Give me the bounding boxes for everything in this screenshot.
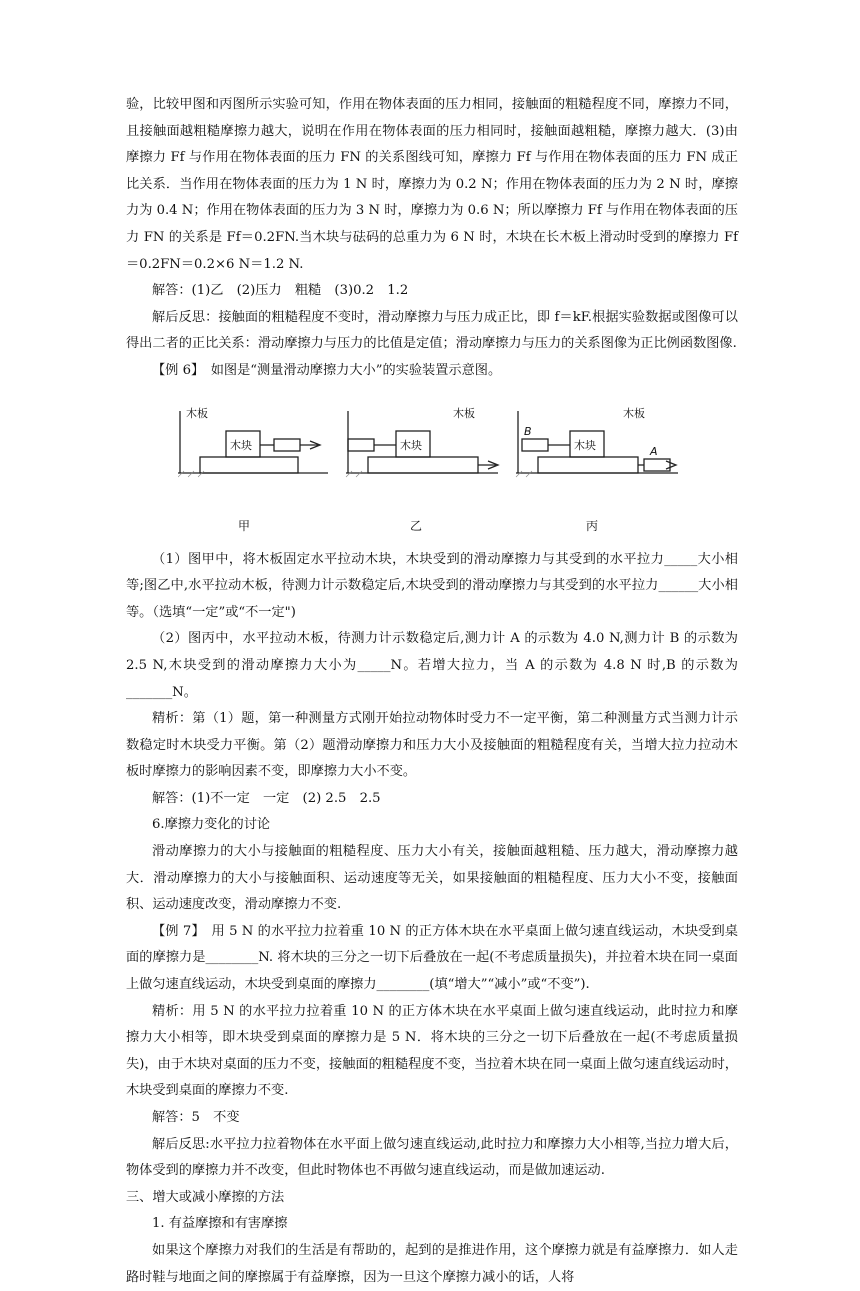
subsection-heading: 1. 有益摩擦和有害摩擦 (152, 1216, 288, 1232)
experiment-figure (126, 401, 738, 513)
paragraph: 滑动摩擦力的大小与接触面的粗糙程度、压力大小有关，接触面越粗糙、压力越大，滑动摩擦力越大．滑动摩擦力的大小与接触面积、运动速度等无关，如果接触面的粗糙程度、压力大小不变，接触面积、运动速度改变，滑动摩擦力不变. (126, 844, 738, 913)
answer: 解答：(1)乙 (2)压力 粗糙 (3)0.2 1.2 (152, 283, 409, 299)
label-b: B (524, 424, 532, 438)
answer: 解答：5 不变 (152, 1110, 240, 1125)
reflection: 解后反思：接触面的粗糙程度不变时，滑动摩擦力与压力成正比，即 f＝kF.根据实验数据或图像可以得出二者的正比关系：滑动摩擦力与压力的比值是定值；滑动摩擦力与压力的关系图像为正比例函数图像. (126, 309, 738, 352)
label-a: A (650, 444, 658, 458)
paragraph: 验，比较甲图和丙图所示实验可知，作用在物体表面的压力相同，接触面的粗糙程度不同，摩擦力不同，且接触面越粗糙摩擦力越大，说明在作用在物体表面的压力相同时，接触面越粗糙，摩擦力越大．(3)由摩擦力 Ff 与作用在物体表面的压力 FN 的关系图线可知，摩擦力 Ff 与作用在物体表面的压力 FN 成正比关系．当作用在物体表面的压力为 1 N 时，摩擦力为 0.2 N；作用在物体表面的压力为 2 N 时，摩擦力为 0.4 N；作用在物体表面的压力为 3 N 时，摩擦力为 0.6 N；所以摩擦力 Ff 与作用在物体表面的压力 FN 的关系是 Ff＝0.2FN.当木块与砝码的总重力为 6 N 时，木块在长木板上滑动时受到的摩擦力 Ff＝0.2FN＝0.2×6 N＝1.2 N. (126, 97, 738, 272)
friction-apparatus-diagram (178, 401, 678, 485)
question-2: （2）图丙中，水平拉动木板，待测力计示数稳定后,测力计 A 的示数为 4.0 N,测力计 B 的示数为 2.5 N,木块受到的滑动摩擦力大小为_____N。若增大拉力，当 A 的示数为 4.8 N 时,B 的示数为_______N。 (126, 631, 738, 700)
analysis: 精析：第（1）题，第一种测量方式刚开始拉动物体时受力不一定平衡，第二种测量方式当测力计示数稳定时木块受力平衡。第（2）题滑动摩擦力和压力大小及接触面的粗糙程度有关，当增大拉力拉动木板时摩擦力的影响因素不变，即摩擦力大小不变。 (126, 711, 738, 780)
board-label: 木板 (623, 406, 645, 420)
example-6-heading: 【例 6】 如图是“测量滑动摩擦力大小”的实验装置示意图。 (152, 362, 502, 378)
caption-bing: 丙 (586, 518, 599, 533)
answer: 解答：(1)不一定 一定 (2) 2.5 2.5 (152, 790, 381, 806)
document-page (126, 92, 738, 1291)
section-heading: 6.摩擦力变化的讨论 (152, 817, 271, 833)
paragraph: 如果这个摩擦力对我们的生活是有帮助的，起到的是推进作用，这个摩擦力就是有益摩擦力．如人走路时鞋与地面之间的摩擦属于有益摩擦，因为一旦这个摩擦力减小的话，人将 (126, 1242, 738, 1285)
block-label: 木块 (230, 438, 252, 452)
reflection: 解后反思:水平拉力拉着物体在水平面上做匀速直线运动,此时拉力和摩擦力大小相等,当拉力增大后，物体受到的摩擦力并不改变，但此时物体也不再做匀速直线运动，而是做加速运动. (126, 1136, 738, 1179)
block-label: 木块 (400, 438, 422, 452)
chapter-heading: 三、增大或减小摩擦的方法 (126, 1189, 285, 1205)
caption-yi: 乙 (410, 518, 423, 533)
board-label: 木板 (186, 406, 208, 420)
board-label: 木板 (453, 406, 475, 420)
figure-captions (126, 517, 738, 539)
caption-jia: 甲 (238, 518, 251, 533)
block-label: 木块 (574, 438, 596, 452)
analysis: 精析：用 5 N 的水平拉力拉着重 10 N 的正方体木块在水平桌面上做匀速直线运动，此时拉力和摩擦力大小相等，即木块受到桌面的摩擦力是 5 N．将木块的三分之一切下后叠放在一起(不考虑质量损失)，由于木块对桌面的压力不变，接触面的粗糙程度不变，当拉着木块在同一桌面上做匀速直线运动时，木块受到桌面的摩擦力不变. (126, 1003, 738, 1099)
example-7: 【例 7】 用 5 N 的水平拉力拉着重 10 N 的正方体木块在水平桌面上做匀速直线运动，木块受到桌面的摩擦力是________N. 将木块的三分之一切下后叠放在一起(不考虑质量损失)，并拉着木块在同一桌面上做匀速直线运动，木块受到桌面的摩擦力________(填“增大”“减小”或“不变”). (126, 923, 738, 993)
question-1: （1）图甲中，将木板固定水平拉动木块，木块受到的滑动摩擦力与其受到的水平拉力_____大小相等;图乙中,水平拉动木板，待测力计示数稳定后,木块受到的滑动摩擦力与其受到的水平拉力______大小相等。（选填“一定”或“不一定") (126, 551, 738, 620)
